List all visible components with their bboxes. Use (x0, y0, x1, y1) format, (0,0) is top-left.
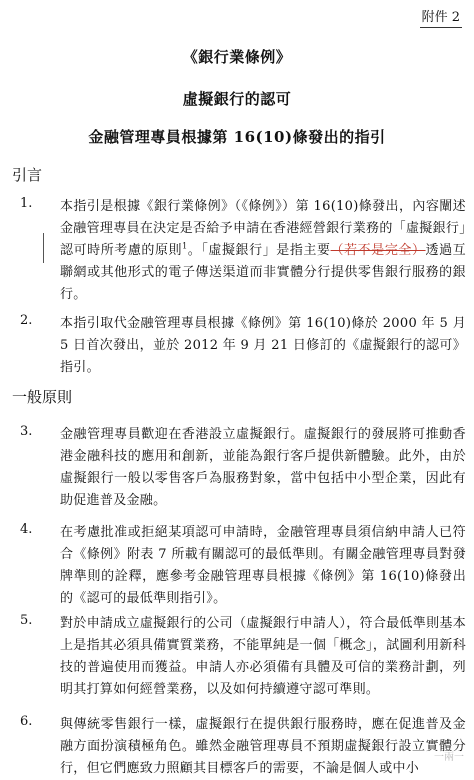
paragraph-number: 4. (20, 522, 33, 537)
footnote-marker: 1 (182, 241, 188, 251)
ordinance-title: 《銀行業條例》 (182, 48, 292, 66)
paragraph-number: 1. (20, 196, 33, 211)
document-title: 虛擬銀行的認可 (182, 90, 292, 108)
paragraph-text: 在考慮批准或拒絕某項認可申請時，金融管理專員須信納申請人已符合《條例》附表 7 所載有關認可的最低準則。有關金融管理專員對發牌準則的詮釋，應參考金融管理專員根據《條例》第 16(10)條發出的《認可的最低準則指引》。 (60, 525, 466, 606)
paragraph-text: 與傳統零售銀行一樣，虛擬銀行在提供銀行服務時，應在促進普及金融方面扮演積極角色。雖然金融管理專員不預期虛擬銀行設立實體分行，但它們應致力照顧其目標客戶的需要，不論是個人或中小 (60, 717, 466, 776)
paragraph-text (60, 196, 466, 306)
section-heading-intro: 引言 (12, 166, 43, 184)
deleted-text: （若不是完全） (330, 243, 426, 258)
annex-label: 附件 2 (420, 6, 462, 28)
paragraph-text: 本指引取代金融管理專員根據《條例》第 16(10)條於 2000 年 5 月 5 日首次發出，並於 2012 年 9 月 21 日修訂的《虛擬銀行的認可》指引。 (60, 316, 466, 375)
paragraph-text: 金融管理專員歡迎在香港設立虛擬銀行。虛擬銀行的發展將可推動香港金融科技的應用和創新，並能為銀行客戶提供新體驗。此外，由於虛擬銀行一般以零售客戶為服務對象，當中包括中小型企業，因此有助促進普及金融。 (60, 427, 466, 508)
watermark: 一兩一 (434, 752, 464, 763)
paragraph-number: 3. (20, 424, 33, 439)
revision-margin-mark (43, 233, 44, 263)
paragraph-number: 2. (20, 313, 33, 328)
paragraph-text-part: 本指引是根據《銀行業條例》（《條例》）第 16(10)條發出，內容闡述金融管理專員在決定是否給予申請在香港經營銀行業務的「虛擬銀行」認可時所考慮的原則 (60, 199, 466, 258)
paragraph-text: 對於申請成立虛擬銀行的公司（虛擬銀行申請人），符合最低準則基本上是指其必須具備實質業務，不能單純是一個「概念」，試圖利用新科技的普遍使用而獲益。申請人亦必須備有具體及可信的業務計劃，列明其打算如何經營業務，以及如何持續遵守認可準則。 (60, 616, 466, 697)
paragraph-text-part: 。「虛擬銀行」是指主要 (187, 243, 331, 258)
document-subtitle: 金融管理專員根據第 16(10)條發出的指引 (88, 128, 386, 146)
section-heading-principles: 一般原則 (12, 388, 73, 406)
paragraph-number: 5. (20, 613, 33, 628)
paragraph-number: 6. (20, 714, 33, 729)
paragraph-text-part: 透過互聯網或其他形式的電子傳送渠道而非實體分行提供零售銀行服務的銀行。 (60, 243, 466, 302)
